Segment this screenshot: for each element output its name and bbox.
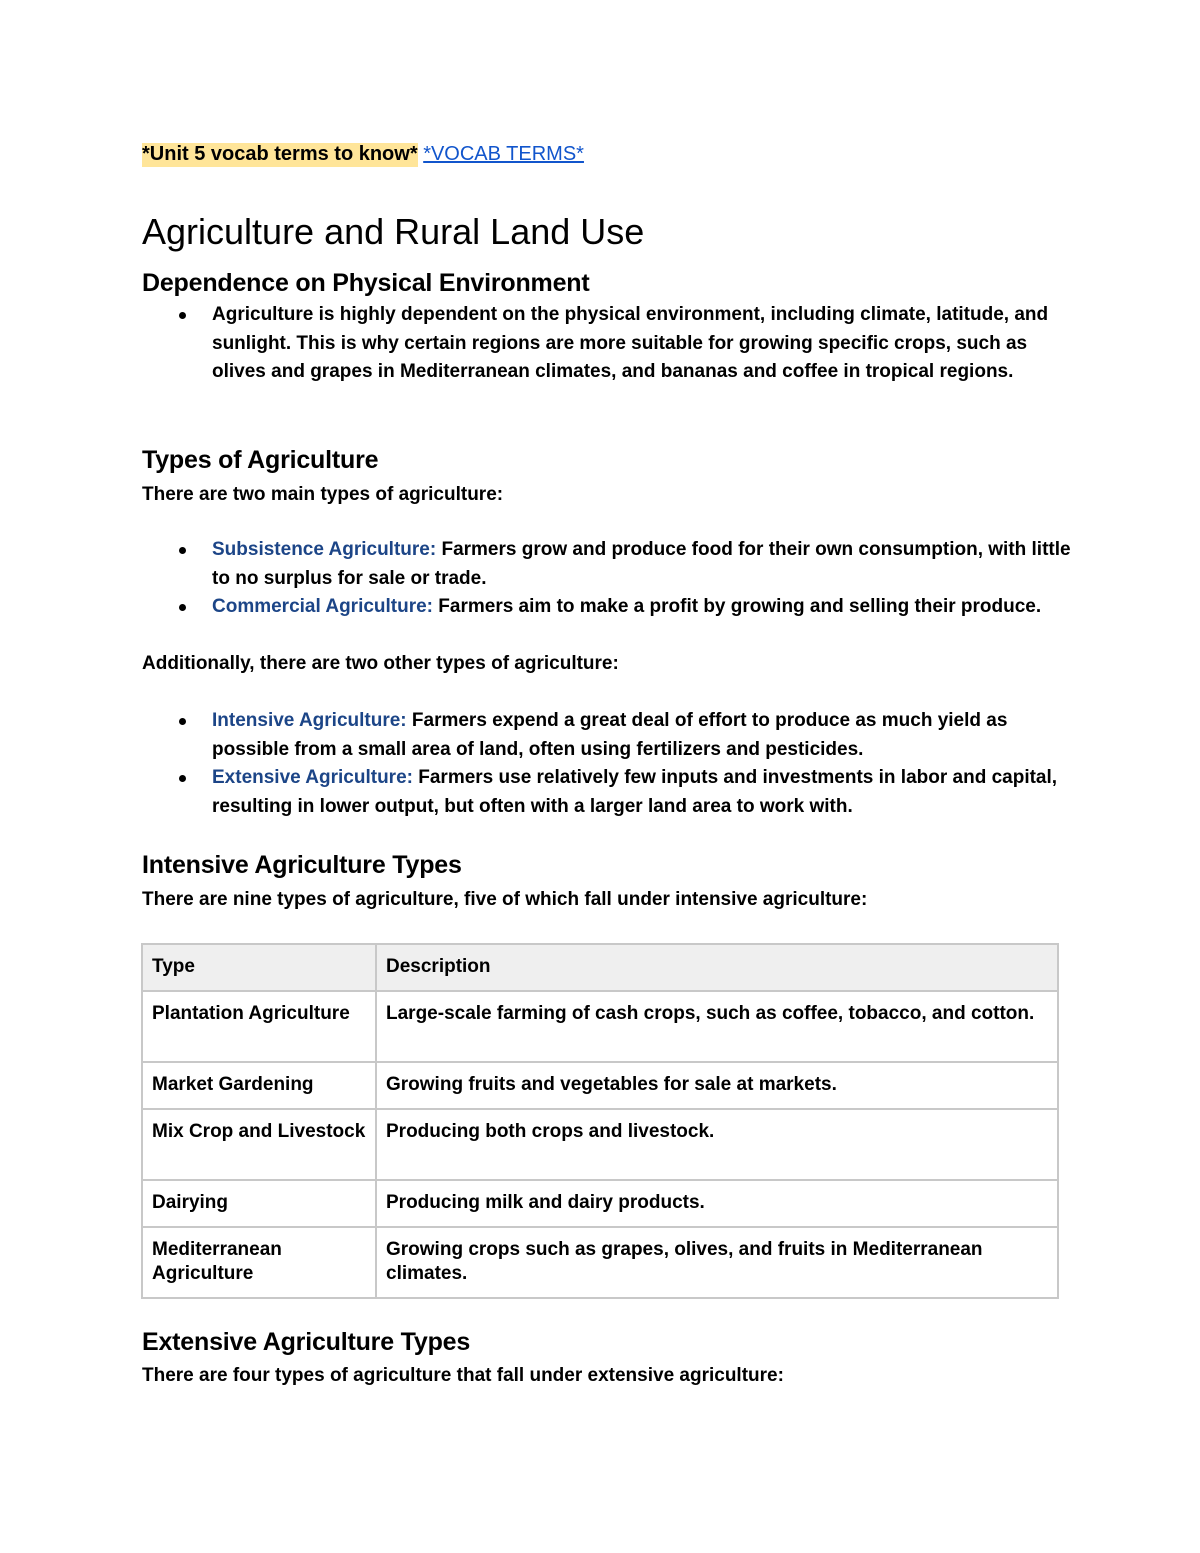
table-row	[142, 1109, 1058, 1180]
other-types-list	[142, 707, 1072, 821]
vocab-highlight-label: *Unit 5 vocab terms to know*	[142, 143, 418, 165]
table-cell-type: Plantation Agriculture	[142, 991, 376, 1062]
table-row	[142, 1180, 1058, 1227]
term-extensive: Extensive Agriculture:	[212, 767, 413, 788]
list-item	[142, 593, 1072, 622]
list-item	[142, 301, 1072, 387]
heading-types: Types of Agriculture	[142, 446, 379, 474]
table-cell-description: Growing fruits and vegetables for sale at markets.	[376, 1062, 1058, 1109]
term-description: Farmers expend a great deal of effort to produce as much yield as possible from a small area of land, often using fertilizers and pesticides.	[212, 710, 1008, 760]
table-header-row	[142, 944, 1058, 991]
list-item-text: Agriculture is highly dependent on the physical environment, including climate, latitude, and sunlight. This is why certain regions are more suitable for growing specific crops, such as olives and grapes in Mediterranean climates, and bananas and coffee in tropical regions.	[212, 304, 1049, 382]
vocab-header-line	[142, 140, 584, 168]
table-cell-description: Producing both crops and livestock.	[376, 1109, 1058, 1180]
intensive-intro: There are nine types of agriculture, five of which fall under intensive agriculture:	[142, 889, 868, 910]
table-cell-description: Large-scale farming of cash crops, such as coffee, tobacco, and cotton.	[376, 991, 1058, 1062]
term-subsistence: Subsistence Agriculture:	[212, 539, 437, 560]
term-description: Farmers aim to make a profit by growing and selling their produce.	[433, 596, 1042, 617]
table-cell-type: Mediterranean Agriculture	[142, 1227, 376, 1298]
term-description: Farmers grow and produce food for their own consumption, with little to no surplus for sale or trade.	[212, 539, 1071, 589]
table-row	[142, 991, 1058, 1062]
heading-extensive-types: Extensive Agriculture Types	[142, 1328, 471, 1356]
types-intro: There are two main types of agriculture:	[142, 484, 504, 505]
list-item	[142, 764, 1072, 821]
table-cell-description: Growing crops such as grapes, olives, and fruits in Mediterranean climates.	[376, 1227, 1058, 1298]
table-cell-type: Mix Crop and Livestock	[142, 1109, 376, 1180]
table-cell-type: Dairying	[142, 1180, 376, 1227]
vocab-terms-link[interactable]: *VOCAB TERMS*	[423, 143, 584, 165]
table-row	[142, 1062, 1058, 1109]
column-header-description: Description	[376, 944, 1058, 991]
list-item	[142, 536, 1072, 593]
term-description: Farmers use relatively few inputs and investments in labor and capital, resulting in lower output, but often with a larger land area to work with.	[212, 767, 1058, 817]
list-item	[142, 707, 1072, 764]
bullet-icon	[179, 312, 186, 319]
table-cell-type: Market Gardening	[142, 1062, 376, 1109]
bullet-icon	[179, 718, 186, 725]
table-row	[142, 1227, 1058, 1298]
term-commercial: Commercial Agriculture:	[212, 596, 434, 617]
term-intensive: Intensive Agriculture:	[212, 710, 407, 731]
additional-intro: Additionally, there are two other types of agriculture:	[142, 653, 619, 674]
heading-intensive-types: Intensive Agriculture Types	[142, 851, 462, 879]
bullet-icon	[179, 604, 186, 611]
column-header-type: Type	[142, 944, 376, 991]
dependence-list	[142, 301, 1072, 387]
main-types-list	[142, 536, 1072, 622]
heading-dependence: Dependence on Physical Environment	[142, 269, 590, 297]
extensive-intro: There are four types of agriculture that fall under extensive agriculture:	[142, 1365, 784, 1386]
bullet-icon	[179, 775, 186, 782]
table-cell-description: Producing milk and dairy products.	[376, 1180, 1058, 1227]
bullet-icon	[179, 547, 186, 554]
intensive-types-table	[141, 943, 1059, 1299]
document-title: Agriculture and Rural Land Use	[142, 211, 645, 252]
